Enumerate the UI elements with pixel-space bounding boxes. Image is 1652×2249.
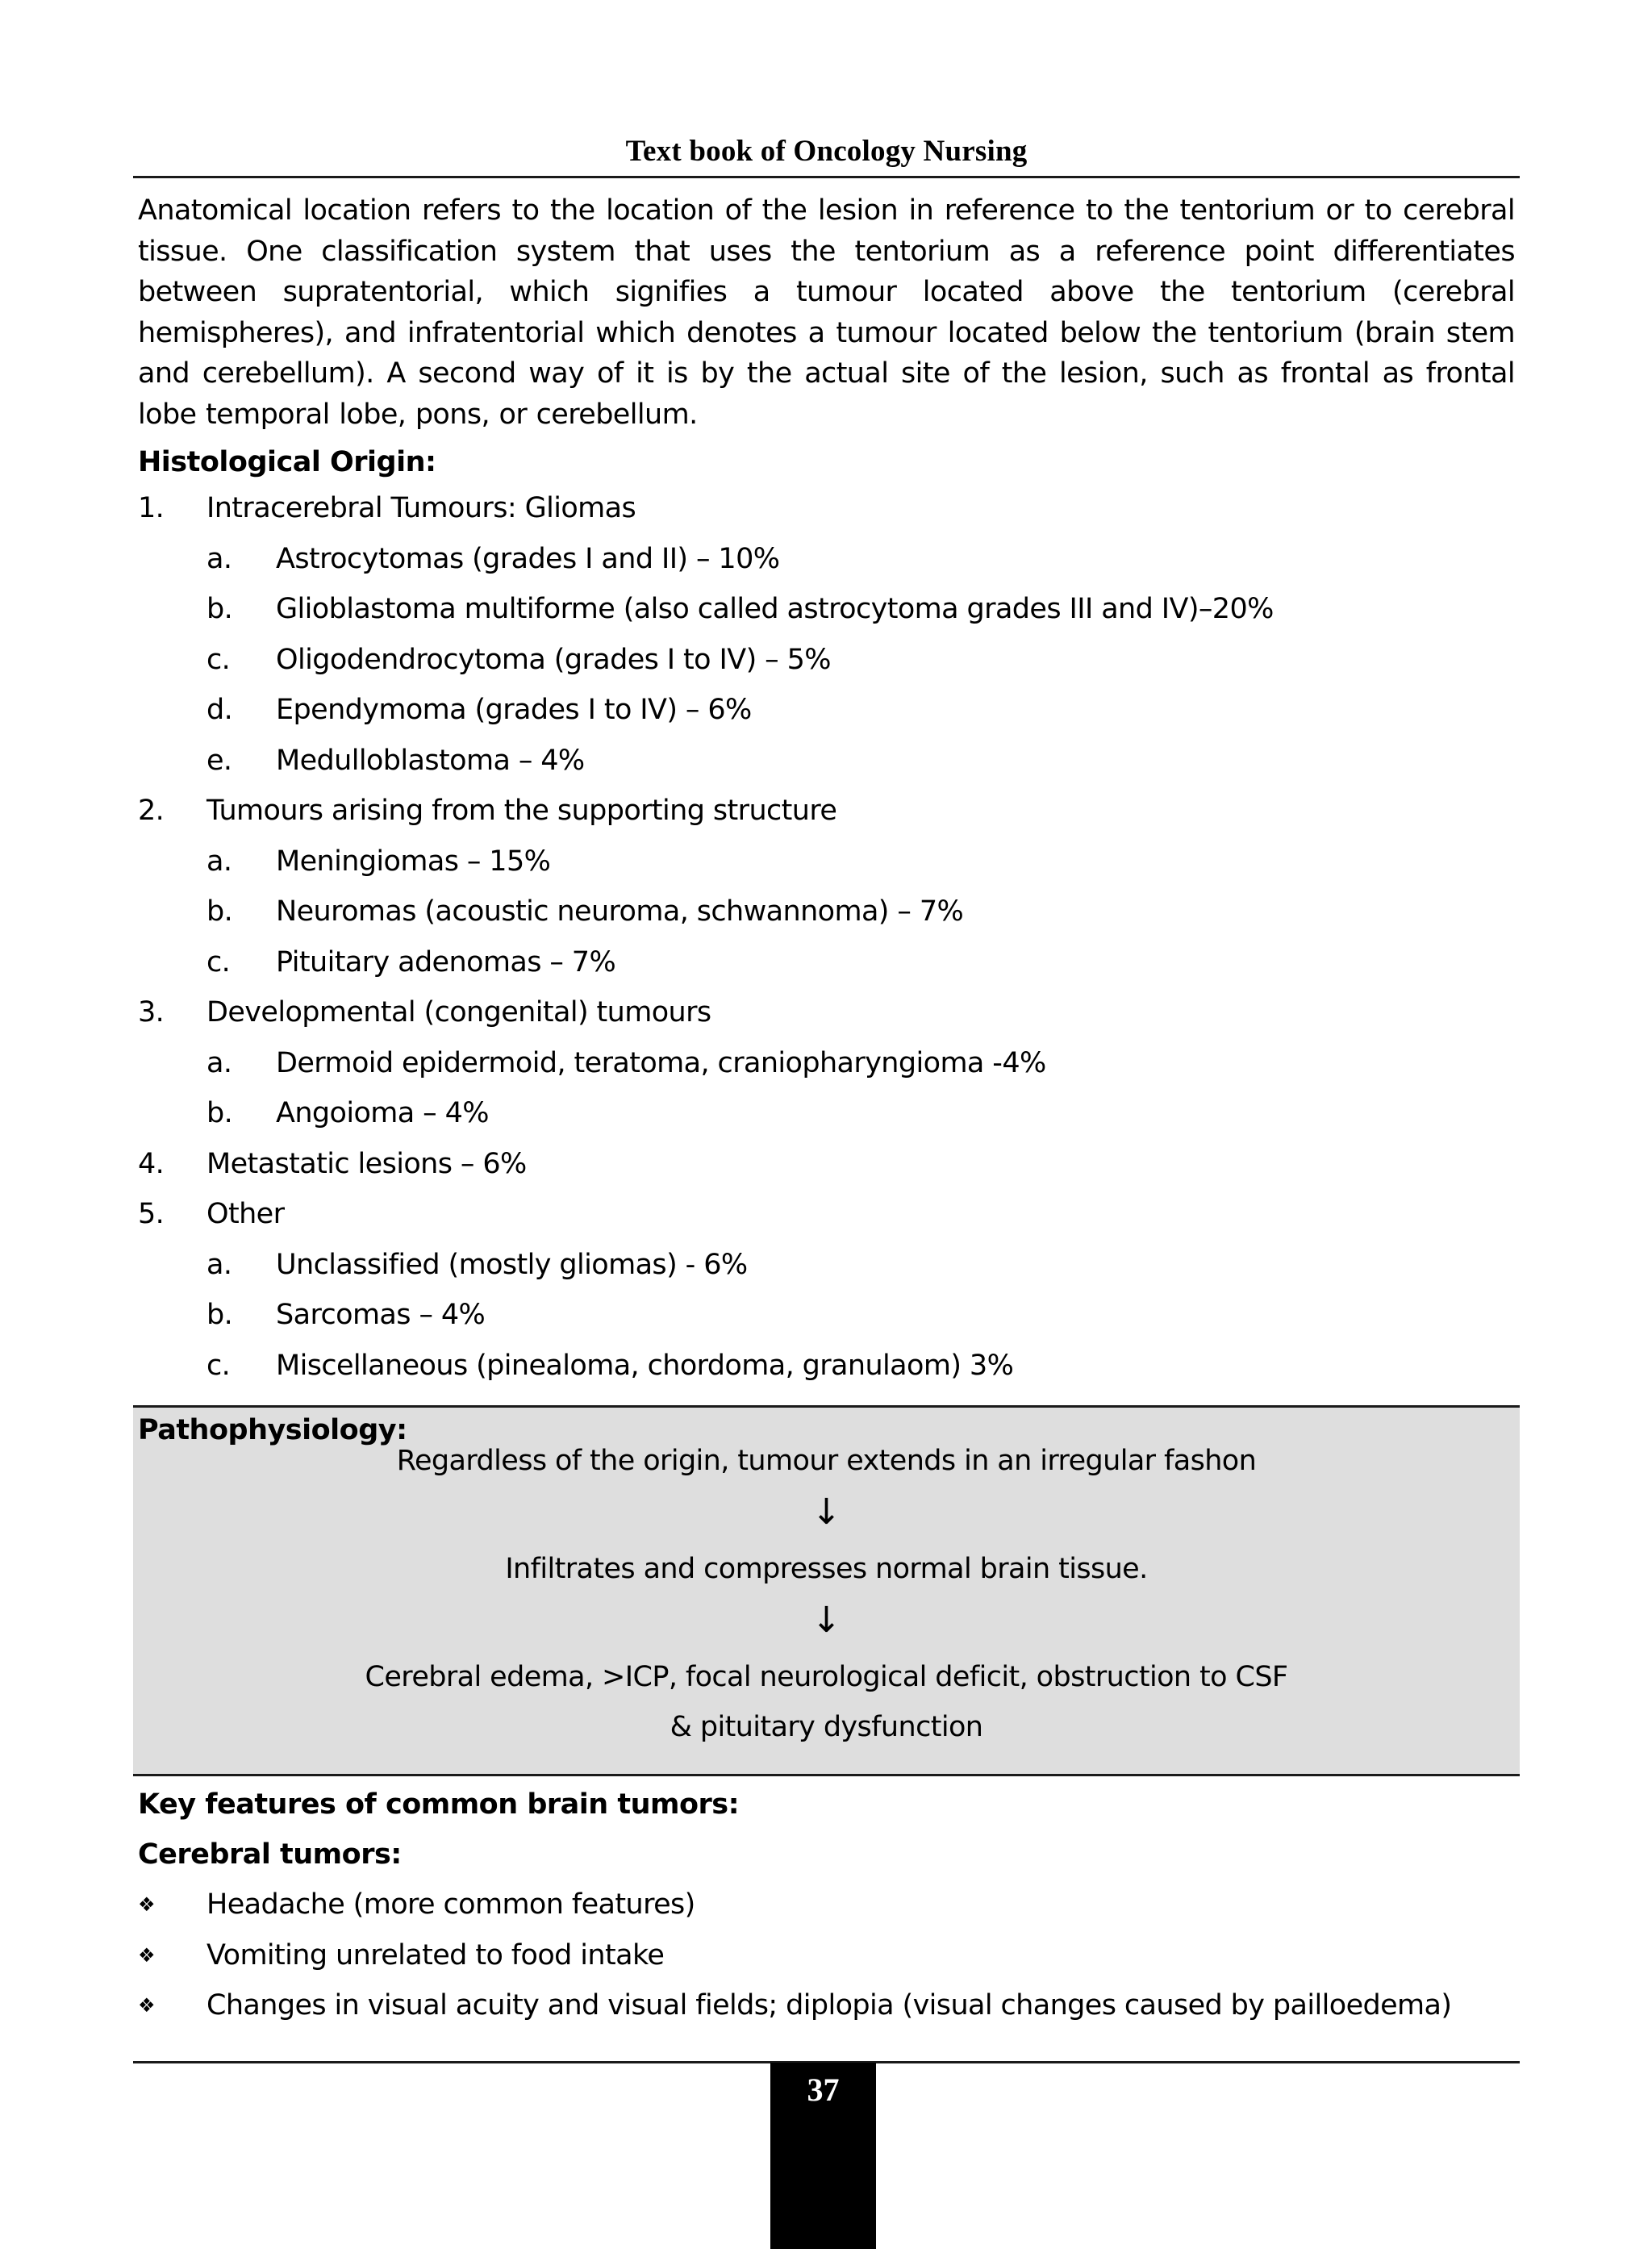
list-marker: a. <box>206 1248 232 1281</box>
sub-list-item <box>138 1038 1515 1089</box>
running-header: Text book of Oncology Nursing <box>625 135 1028 168</box>
list-item <box>138 483 1515 534</box>
paragraph-line: Anatomical location refers to the location of the lesion in reference to the tentorium or to cerebral <box>138 194 1515 227</box>
list-marker: 1. <box>138 492 165 524</box>
header-divider <box>133 176 1520 178</box>
page-body <box>138 190 1515 1391</box>
list-marker: 5. <box>138 1198 165 1230</box>
flow-step: Cerebral edema, >ICP, focal neurological deficit, obstruction to CSF <box>365 1661 1288 1693</box>
list-item-label: Other <box>206 1198 285 1230</box>
list-item-label: Meningiomas – 15% <box>276 845 551 878</box>
page-number-tab <box>770 2063 876 2249</box>
list-item-label: Neuromas (acoustic neuroma, schwannoma) – 7% <box>276 895 964 928</box>
list-marker: d. <box>206 694 233 726</box>
list-marker: c. <box>206 643 231 676</box>
list-item-label: Oligodendrocytoma (grades I to IV) – 5% <box>276 643 831 676</box>
list-item-label: Angoioma – 4% <box>276 1097 489 1129</box>
histological-origin-heading: Histological Origin: <box>138 446 436 478</box>
sub-list-item <box>138 837 1515 887</box>
bullet-label: Headache (more common features) <box>206 1888 695 1921</box>
paragraph-line: tissue. One classification system that uses the tentorium as a reference point differentiates between <box>138 235 1515 308</box>
sub-list-item <box>138 1341 1515 1392</box>
sub-list-item <box>138 736 1515 787</box>
list-item <box>138 1189 1515 1240</box>
list-item-label: Dermoid epidermoid, teratoma, craniopharyngioma -4% <box>276 1046 1046 1079</box>
pathophysiology-heading: Pathophysiology: <box>138 1414 407 1446</box>
diamond-bullet-icon: ❖ <box>138 1943 155 1967</box>
list-marker: a. <box>206 542 232 575</box>
bullet-item <box>138 1930 1515 1981</box>
sub-list-item <box>138 635 1515 686</box>
paragraph-line: supratentorial, which signifies a tumour located above the tentorium (cerebral hemispheres), and <box>138 276 1515 349</box>
pathophysiology-box <box>133 1405 1520 1776</box>
sub-list-item <box>138 1290 1515 1341</box>
list-marker: 2. <box>138 795 165 827</box>
cerebral-tumors-subheading: Cerebral tumors: <box>138 1838 402 1871</box>
list-item <box>138 786 1515 837</box>
list-marker: a. <box>206 1046 232 1079</box>
list-item-label: Miscellaneous (pinealoma, chordoma, granulaom) 3% <box>276 1349 1014 1382</box>
list-item <box>138 987 1515 1038</box>
flow-step: Infiltrates and compresses normal brain tissue. <box>505 1553 1148 1585</box>
sub-list-item <box>138 534 1515 585</box>
flow-step-continuation: & pituitary dysfunction <box>670 1711 983 1743</box>
sub-list-item <box>138 887 1515 937</box>
sub-list-item <box>138 1088 1515 1139</box>
bullet-item <box>138 1880 1515 1930</box>
list-item-label: Pituitary adenomas – 7% <box>276 945 616 978</box>
intro-paragraph <box>138 190 1515 435</box>
list-marker: b. <box>206 895 233 928</box>
list-marker: c. <box>206 1349 231 1382</box>
paragraph-line: infratentorial which denotes a tumour located below the tentorium (brain stem and cerebellum). A <box>138 316 1515 390</box>
paragraph-line: or cerebellum. <box>499 398 698 431</box>
flow-step: Regardless of the origin, tumour extends in an irregular fashon <box>396 1445 1257 1477</box>
list-item-label: Ependymoma (grades I to IV) – 6% <box>276 694 752 726</box>
bullet-label: Vomiting unrelated to food intake <box>206 1938 665 1972</box>
list-item-label: Intracerebral Tumours: Gliomas <box>206 492 636 524</box>
key-features-heading: Key features of common brain tumors: <box>138 1788 740 1821</box>
bullet-item <box>138 1980 1515 2031</box>
paragraph-line: second way of it is by the actual site of the lesion, such as frontal as frontal lobe temporal lobe, pons, <box>138 357 1515 431</box>
diamond-bullet-icon: ❖ <box>138 1994 155 2017</box>
list-marker: a. <box>206 845 232 878</box>
list-item-label: Glioblastoma multiforme (also called astrocytoma grades III and IV)–20% <box>276 593 1274 625</box>
list-item <box>138 1139 1515 1190</box>
sub-list-item <box>138 685 1515 736</box>
sub-list-item <box>138 584 1515 635</box>
list-marker: c. <box>206 945 231 978</box>
list-item-label: Developmental (congenital) tumours <box>206 996 711 1029</box>
list-item-label: Unclassified (mostly gliomas) - 6% <box>276 1248 748 1281</box>
sub-list-item <box>138 937 1515 988</box>
list-marker: b. <box>206 1097 233 1129</box>
list-marker: 3. <box>138 996 165 1029</box>
list-item-label: Tumours arising from the supporting structure <box>206 795 837 827</box>
page-number: 37 <box>807 2072 840 2108</box>
histological-origin-list <box>138 483 1515 1391</box>
diamond-bullet-icon: ❖ <box>138 1893 155 1916</box>
arrow-down-icon: ↓ <box>811 1492 841 1533</box>
bullet-label: Changes in visual acuity and visual fields; diplopia (visual changes caused by pailloedema) <box>206 1989 1452 2022</box>
sub-list-item <box>138 1240 1515 1291</box>
key-features-section <box>138 1780 1515 2031</box>
list-item-label: Medulloblastoma – 4% <box>276 744 585 777</box>
list-marker: b. <box>206 593 233 625</box>
list-marker: b. <box>206 1299 233 1331</box>
arrow-down-icon: ↓ <box>811 1600 841 1641</box>
list-item-label: Sarcomas – 4% <box>276 1299 486 1331</box>
list-item-label: Astrocytomas (grades I and II) – 10% <box>276 542 780 575</box>
list-marker: e. <box>206 744 232 777</box>
list-item-label: Metastatic lesions – 6% <box>206 1147 527 1180</box>
list-marker: 4. <box>138 1147 165 1180</box>
